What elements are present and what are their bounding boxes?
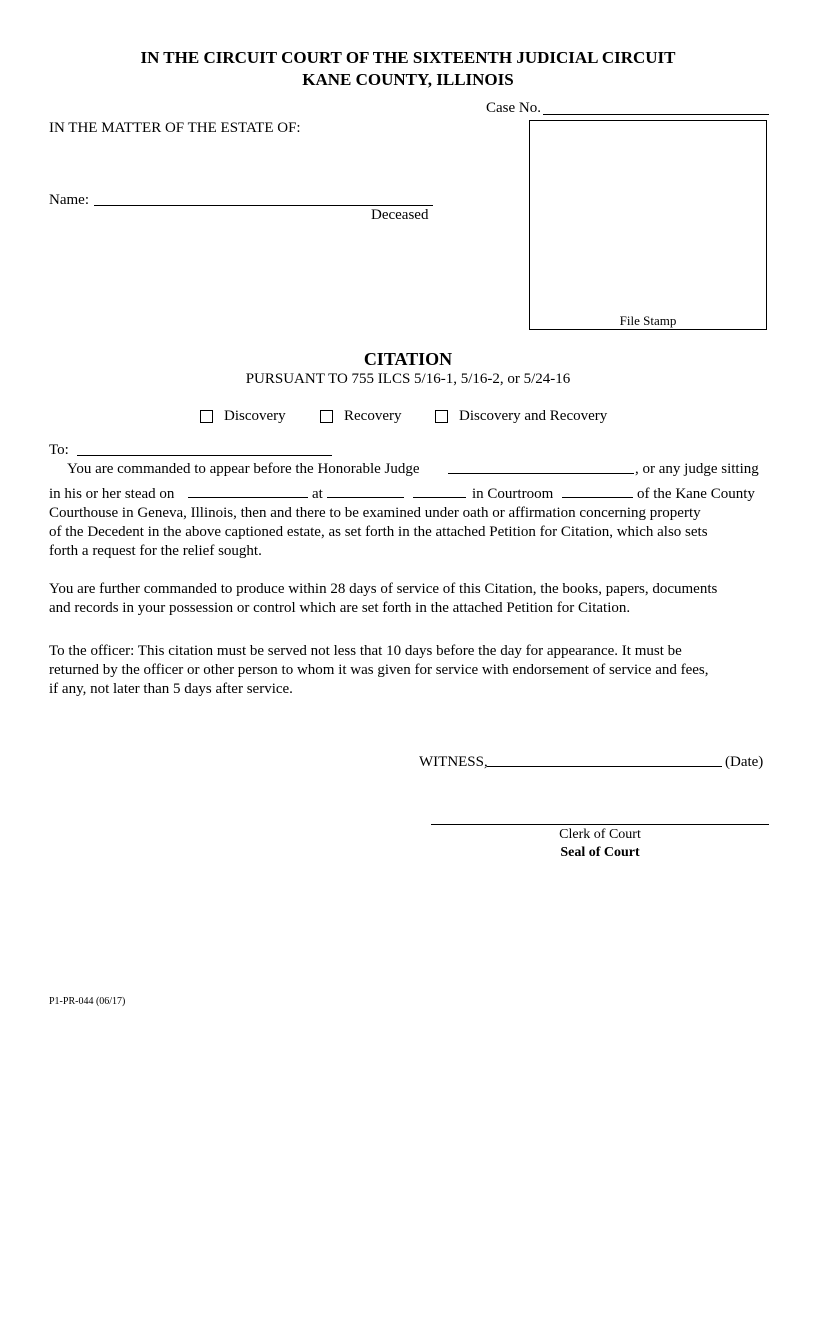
to-label: To: xyxy=(49,442,69,458)
witness-label: WITNESS, xyxy=(419,754,488,770)
case-no-label: Case No. xyxy=(486,100,541,116)
court-title: IN THE CIRCUIT COURT OF THE SIXTEENTH JUDICIAL CIRCUIT xyxy=(140,48,676,67)
discovery-and-recovery-checkbox[interactable] xyxy=(435,410,448,423)
command-text-5: in Courtroom xyxy=(472,486,554,502)
form-id: P1-PR-044 (06/17) xyxy=(49,996,126,1007)
clerk-label: Clerk of Court xyxy=(559,827,641,842)
date-label: (Date) xyxy=(725,754,764,770)
to-field[interactable] xyxy=(77,455,332,456)
file-stamp-label: File Stamp xyxy=(619,313,677,328)
command-text-1: You are commanded to appear before the Honorable Judge xyxy=(67,461,420,477)
discovery-label: Discovery xyxy=(224,408,286,424)
recovery-label: Recovery xyxy=(344,408,402,424)
command-text-6: of the Kane County xyxy=(637,486,755,502)
command-line-5: forth a request for the relief sought. xyxy=(49,543,262,559)
recovery-checkbox[interactable] xyxy=(320,410,333,423)
produce-line-2: and records in your possession or control which are set forth in the attached Petition for Citation. xyxy=(49,600,631,616)
seal-label: Seal of Court xyxy=(560,845,640,860)
county-title: KANE COUNTY, ILLINOIS xyxy=(302,70,514,89)
officer-line-3: if any, not later than 5 days after service. xyxy=(49,681,293,697)
case-no-field[interactable] xyxy=(543,114,769,115)
officer-line-1: To the officer: This citation must be served not less that 10 days before the day for appearance. It must be xyxy=(49,643,682,659)
command-line-3: Courthouse in Geneva, Illinois, then and there to be examined under oath or affirmation concerning property xyxy=(49,505,701,521)
time-field[interactable] xyxy=(327,497,404,498)
file-stamp-box xyxy=(529,120,767,330)
produce-line-1: You are further commanded to produce within 28 days of service of this Citation, the books, papers, documents xyxy=(49,581,718,597)
discovery-checkbox[interactable] xyxy=(200,410,213,423)
ampm-field[interactable] xyxy=(413,497,466,498)
discovery-and-recovery-label: Discovery and Recovery xyxy=(459,408,608,424)
command-text-2: , or any judge sitting xyxy=(635,461,759,477)
witness-date-field[interactable] xyxy=(487,766,722,767)
officer-line-2: returned by the officer or other person to whom it was given for service with endorsement of service and fees, xyxy=(49,662,709,678)
estate-label: IN THE MATTER OF THE ESTATE OF: xyxy=(49,120,301,136)
clerk-signature-line[interactable] xyxy=(431,824,769,825)
command-line-4: of the Decedent in the above captioned estate, as set forth in the attached Petition for Citation, which also sets xyxy=(49,524,708,540)
citation-title: CITATION xyxy=(363,349,453,369)
citation-subtitle: PURSUANT TO 755 ILCS 5/16-1, 5/16-2, or 5/24-16 xyxy=(245,371,571,387)
deceased-label: Deceased xyxy=(371,207,429,223)
date-field[interactable] xyxy=(188,497,308,498)
name-label: Name: xyxy=(49,192,89,208)
courtroom-field[interactable] xyxy=(562,497,633,498)
command-text-4: at xyxy=(312,486,323,502)
judge-field[interactable] xyxy=(448,473,634,474)
command-text-3: in his or her stead on xyxy=(49,486,175,502)
